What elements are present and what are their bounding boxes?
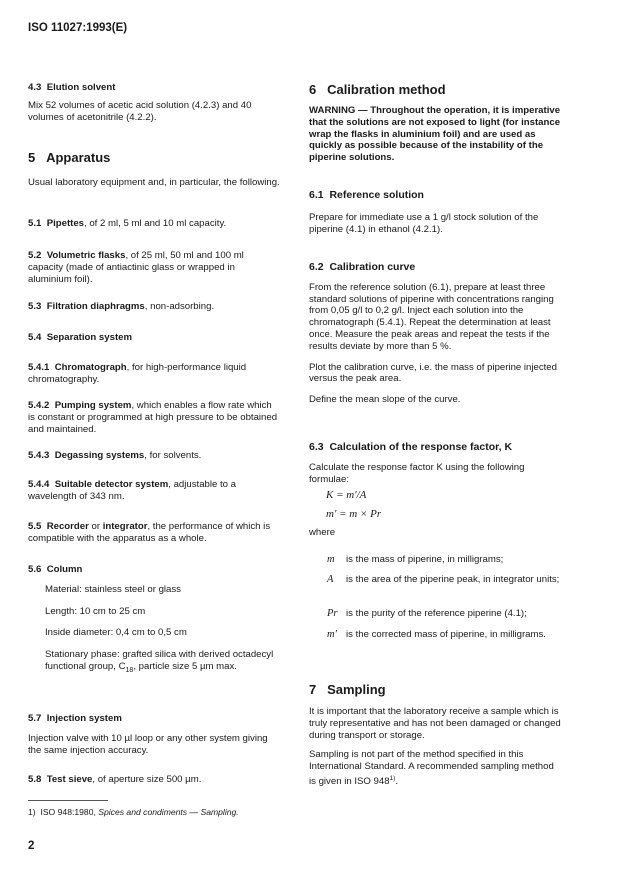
- section-title: Calibration curve: [329, 261, 416, 273]
- section-4-3: [28, 82, 281, 123]
- section-text: It is important that the laboratory receive a sample which is truly representative and has not been damaged or changed during transport or storage.: [309, 706, 561, 741]
- column-stationary-phase: Stationary phase: grafted silica with derived octadecyl functional group, $C_{18}$, particle size 5 µm max.: [45, 649, 274, 674]
- section-title: Test sieve: [46, 774, 93, 785]
- section-text: Define the mean slope of the curve.: [309, 394, 461, 406]
- section-number: 5.6: [28, 564, 42, 575]
- section-number: 5.3: [28, 301, 42, 312]
- section-number: 5.4: [28, 332, 42, 343]
- section-number: 5.1: [28, 218, 42, 229]
- section-number: 5.4.3: [28, 450, 50, 461]
- section-text: , of aperture size 500 µm.: [92, 774, 202, 785]
- section-title: Suitable detector system: [54, 479, 169, 490]
- section-title: Apparatus: [46, 150, 111, 165]
- section-6-2: [309, 262, 561, 406]
- section-title: Pipettes: [46, 218, 85, 229]
- section-title: Pumping system: [54, 400, 132, 411]
- formula-k: K = m′/A: [326, 489, 367, 502]
- formula-m-prime: m′ = m × Pr: [326, 508, 382, 521]
- section-5-5: [28, 521, 281, 545]
- page-number: 2: [28, 840, 35, 852]
- section-text: Calculate the response factor K using the following formulae:: [309, 461, 525, 485]
- section-6: [309, 82, 561, 164]
- section-5: [28, 150, 281, 189]
- footnote-reference: ISO 948:1980,: [40, 807, 99, 817]
- section-6-1: [309, 190, 561, 235]
- section-5-4: [28, 332, 281, 344]
- section-title: Recorder: [46, 521, 89, 532]
- section-number: 5.8: [28, 774, 42, 785]
- section-number: 5.5: [28, 521, 42, 532]
- section-number: 5.2: [28, 250, 42, 261]
- definition-row: Pr is the purity of the reference piperine (4.1);: [327, 608, 527, 619]
- section-number: 6.2: [309, 261, 324, 273]
- section-text: Plot the calibration curve, i.e. the mass of piperine injected versus the peak area.: [309, 361, 557, 385]
- document-header: ISO 11027:1993(E): [28, 22, 128, 34]
- section-title: Chromatograph: [54, 362, 127, 373]
- section-5-4-1: [28, 362, 281, 386]
- section-title: Degassing systems: [54, 450, 145, 461]
- definition-row: m′ is the corrected mass of piperine, in milligrams.: [327, 629, 546, 640]
- section-text: Injection valve with 10 µl loop or any other system giving the same injection accuracy.: [28, 732, 268, 756]
- section-title: Volumetric flasks: [46, 250, 126, 261]
- section-text: , non-adsorbing.: [144, 301, 215, 312]
- section-number: 5.4.2: [28, 400, 50, 411]
- column-diameter: Inside diameter: 0,4 cm to 0,5 cm: [45, 627, 187, 639]
- section-5-4-2: [28, 400, 281, 435]
- section-text: Usual laboratory equipment and, in particular, the following.: [28, 177, 280, 188]
- where-label: where: [309, 526, 336, 538]
- section-title: Separation system: [46, 332, 133, 343]
- section-title: integrator: [102, 521, 148, 532]
- section-5-6: [28, 564, 281, 677]
- section-title: Filtration diaphragms: [46, 301, 145, 312]
- footnote-title: Spices and condiments — Sampling.: [98, 807, 239, 817]
- section-text: From the reference solution (6.1), prepare at least three standard solutions of piperine with concentrations ranging from 0,05 g/l to 0,2 g/l. Inject each solution into the chromatograph (5.4.1). Repeat the determination at least once. Measure the peak areas and repeat the tests if the results deviate by more than 5 %.: [309, 281, 554, 352]
- section-5-8: [28, 774, 281, 786]
- section-text: , of 2 ml, 5 ml and 10 ml capacity.: [84, 218, 227, 229]
- warning-text: WARNING — Throughout the operation, it is imperative that the solutions are not exposed to light (for instance wrap the flasks in aluminium foil) and are used as quickly as possible because of the instability of the piperine solutions.: [309, 105, 561, 164]
- definition-row: m is the mass of piperine, in milligrams;: [327, 554, 504, 565]
- section-5-7: [28, 713, 281, 756]
- section-number: 6: [309, 82, 317, 97]
- section-5-4-3: [28, 450, 281, 462]
- section-text: Sampling is not part of the method specified in this International Standard. A recommended sampling method is given in ISO 948$^{1)}$.: [309, 749, 554, 788]
- section-text: , adjustable to a wavelength of 343 nm.: [28, 479, 237, 502]
- section-title: Reference solution: [329, 189, 424, 201]
- section-5-4-4: [28, 479, 281, 503]
- section-title: Sampling: [327, 682, 386, 697]
- section-6-3: [309, 441, 561, 640]
- column-length: Length: 10 cm to 25 cm: [45, 605, 146, 617]
- section-text: Prepare for immediate use a 1 g/l stock solution of the piperine (4.1) in ethanol (4.2.1).: [309, 211, 539, 235]
- section-number: 5.4.1: [28, 362, 50, 373]
- section-text: , of 25 ml, 50 ml and 100 ml capacity (made of antiactinic glass or wrapped in aluminium foil).: [28, 250, 244, 285]
- section-text: or: [88, 521, 103, 532]
- section-7: [309, 682, 561, 788]
- section-title: Calibration method: [327, 82, 446, 97]
- section-number: 6.1: [309, 189, 324, 201]
- section-title: Calculation of the response factor, K: [329, 441, 513, 453]
- section-number: 6.3: [309, 441, 324, 453]
- column-material: Material: stainless steel or glass: [45, 583, 181, 595]
- section-5-2: [28, 250, 281, 285]
- section-text: , the performance of which is compatible with the apparatus as a whole.: [28, 521, 271, 544]
- section-text: , for solvents.: [144, 450, 202, 461]
- section-text: Mix 52 volumes of acetic acid solution (4.2.3) and 40 volumes of acetonitrile (4.2.2).: [28, 99, 252, 123]
- section-number: 7: [309, 682, 317, 697]
- section-number: 4.3: [28, 82, 42, 93]
- section-number: 5.7: [28, 713, 42, 724]
- section-title: Injection system: [46, 713, 122, 724]
- footnote-mark: 1): [28, 807, 36, 817]
- section-text: , for high-performance liquid chromatography.: [28, 362, 247, 385]
- section-title: Column: [46, 564, 83, 575]
- section-text: , which enables a flow rate which is constant or programmed at high pressure to be obtained and maintained.: [28, 400, 278, 435]
- section-5-1: [28, 218, 281, 230]
- section-number: 5: [28, 150, 36, 165]
- footnote: [28, 807, 239, 817]
- section-title: Elution solvent: [46, 82, 116, 93]
- footnote-divider: [28, 800, 108, 801]
- section-number: 5.4.4: [28, 479, 50, 490]
- definition-row: A is the area of the piperine peak, in integrator units;: [327, 574, 560, 585]
- section-5-3: [28, 301, 281, 313]
